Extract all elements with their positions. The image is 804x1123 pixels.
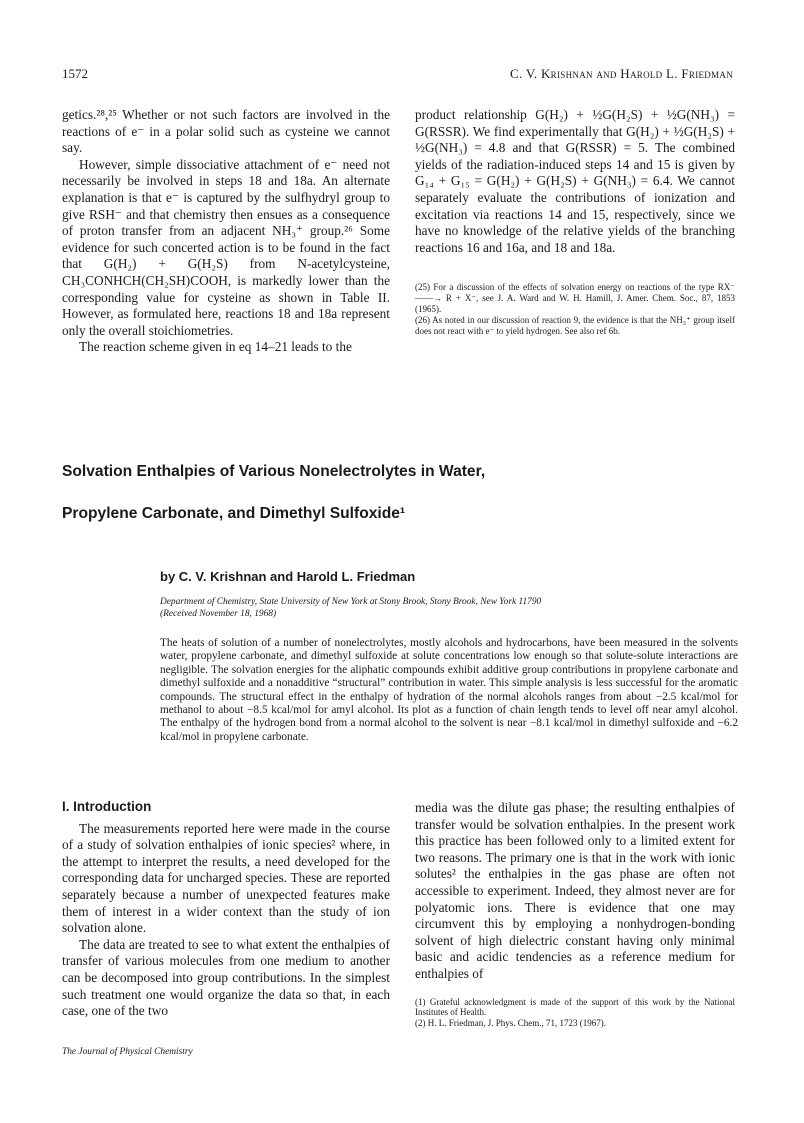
paragraph: The measurements reported here were made in the course of a study of solvation enthalpies of ionic species² where, in the attempt to interpret the results, a need developed for the corresponding data for uncharged species. These are reported separately because a number of unexpected features make them of interest in a wider context than the study of ion solvation alone. — [62, 820, 390, 936]
page-number: 1572 — [62, 66, 88, 81]
section-heading: I. Introduction — [62, 799, 152, 814]
paragraph: getics.²⁸,²⁵ Whether or not such factors are involved in the reactions of e⁻ in a polar solid such as cysteine we cannot say. — [62, 107, 390, 156]
journal-footer: The Journal of Physical Chemistry — [62, 1047, 193, 1057]
intro-right-column — [415, 800, 735, 1029]
footnote-25: (25) For a discussion of the effects of solvation energy on reactions of the type RX⁻ ——→ R + X⁻, see J. A. Ward and W. H. Hamill, J. Amer. Chem. Soc., 87, 1853 (1965). — [415, 282, 735, 314]
affiliation-block — [160, 597, 680, 620]
paragraph: The reaction scheme given in eq 14–21 leads to the — [79, 339, 352, 355]
footnote-1: (1) Grateful acknowledgment is made of the support of this work by the National Institutes of Health. — [415, 996, 735, 1018]
paragraph: media was the dilute gas phase; the resulting enthalpies of transfer would be solvation enthalpies. In the present work this practice has been followed only to a limited extent for two reasons. The primary one is that in the work with ionic solutes² the enthalpies in the gas phase are often not accessible to experiment. Indeed, they almost never are for polyatomic ions. There is evidence that one may circumvent this by employing a nonhydrogen-bonding solvent of high dielectric constant having only minimal basic and acidic tendencies as a reference medium for enthalpies of — [415, 800, 735, 981]
top-left-column — [62, 107, 390, 356]
top-right-column — [415, 107, 735, 336]
footnote-2: (2) H. L. Friedman, J. Phys. Chem., 71, 1723 (1967). — [415, 1018, 606, 1029]
running-header-authors: C. V. Krishnan and Harold L. Friedman — [510, 66, 733, 81]
received-date: (Received November 18, 1968) — [160, 608, 277, 619]
paragraph: However, simple dissociative attachment of e⁻ need not necessarily be involved in steps 18 and 18a. An alternate explanation is that e⁻ is captured by the sulfhydryl group to give RSH⁻ and that chemistry then ensues as a consequence of proton transfer from an adjacent NH₃⁺ group.²⁶ Some evidence for such concerted action is to be found in the fact that G(H₂) + G(H₂S) from N-acetylcysteine, CH₃CONHCH(CH₂SH)COOH, is markedly lower than the corresponding value for cysteine as shown in Table II. However, as formulated here, reactions 18 and 18a represent only the overall stoichiometries. — [62, 156, 390, 338]
intro-left-column — [62, 799, 390, 1020]
paragraph: product relationship G(H₂) + ½G(H₂S) + ½G(NH₃) = G(RSSR). We find experimentally that G(H₂) + ½G(H₂S) + ½G(NH₃) = 4.8 and that G(RSSR) = 5. The combined yields of the radiation-induced steps 14 and 15 is given by G₁₄ + G₁₅ = G(H₂) + G(H₂S) + G(NH₃) = 6.4. We cannot separately evaluate the contributions of ionization and excitation via reactions 14 and 15, respectively, since we have no knowledge of the relative yields of the branching reactions 16 and 16a, and 18 and 18a. — [415, 107, 735, 255]
byline: by C. V. Krishnan and Harold L. Friedman — [160, 569, 416, 584]
article-title-line-1: Solvation Enthalpies of Various Nonelectrolytes in Water, — [62, 463, 486, 480]
footnote-26: (26) As noted in our discussion of reaction 9, the evidence is that the NH₃⁺ group itself does not react with e⁻ to yield hydrogen. See also ref 6b. — [415, 314, 735, 336]
paragraph: The data are treated to see to what extent the enthalpies of transfer of various molecules from one medium to another can be decomposed into group contributions. In the simplest such treatment one would organize the data so that, in each case, one of the two — [62, 936, 390, 1019]
affiliation: Department of Chemistry, State University of New York at Stony Brook, Stony Brook, New York 11790 — [160, 597, 542, 607]
abstract: The heats of solution of a number of nonelectrolytes, mostly alcohols and hydrocarbons, have been measured in the solvents water, propylene carbonate, and dimethyl sulfoxide at solute concentrations low enough so that solute-solute interactions are negligible. The solvation energies for the aliphatic compounds exhibit additive group contributions in propylene carbonate and dimethyl sulfoxide and a nonadditive “structural” contribution in water. This simple analysis is less successful for the aromatic compounds. The structural effect in the enthalpy of hydration of the normal alcohols ranges from about −2.5 kcal/mol for methanol to about −8.5 kcal/mol for amyl alcohol. Its plot as a function of chain length tends to level off near amyl alcohol. The enthalpy of the hydrogen bond from a normal alcohol to the solvent is near −8.1 kcal/mol in dimethyl sulfoxide and −6.2 kcal/mol in propylene carbonate. — [160, 637, 738, 743]
article-title-line-2: Propylene Carbonate, and Dimethyl Sulfoxide¹ — [62, 505, 406, 522]
